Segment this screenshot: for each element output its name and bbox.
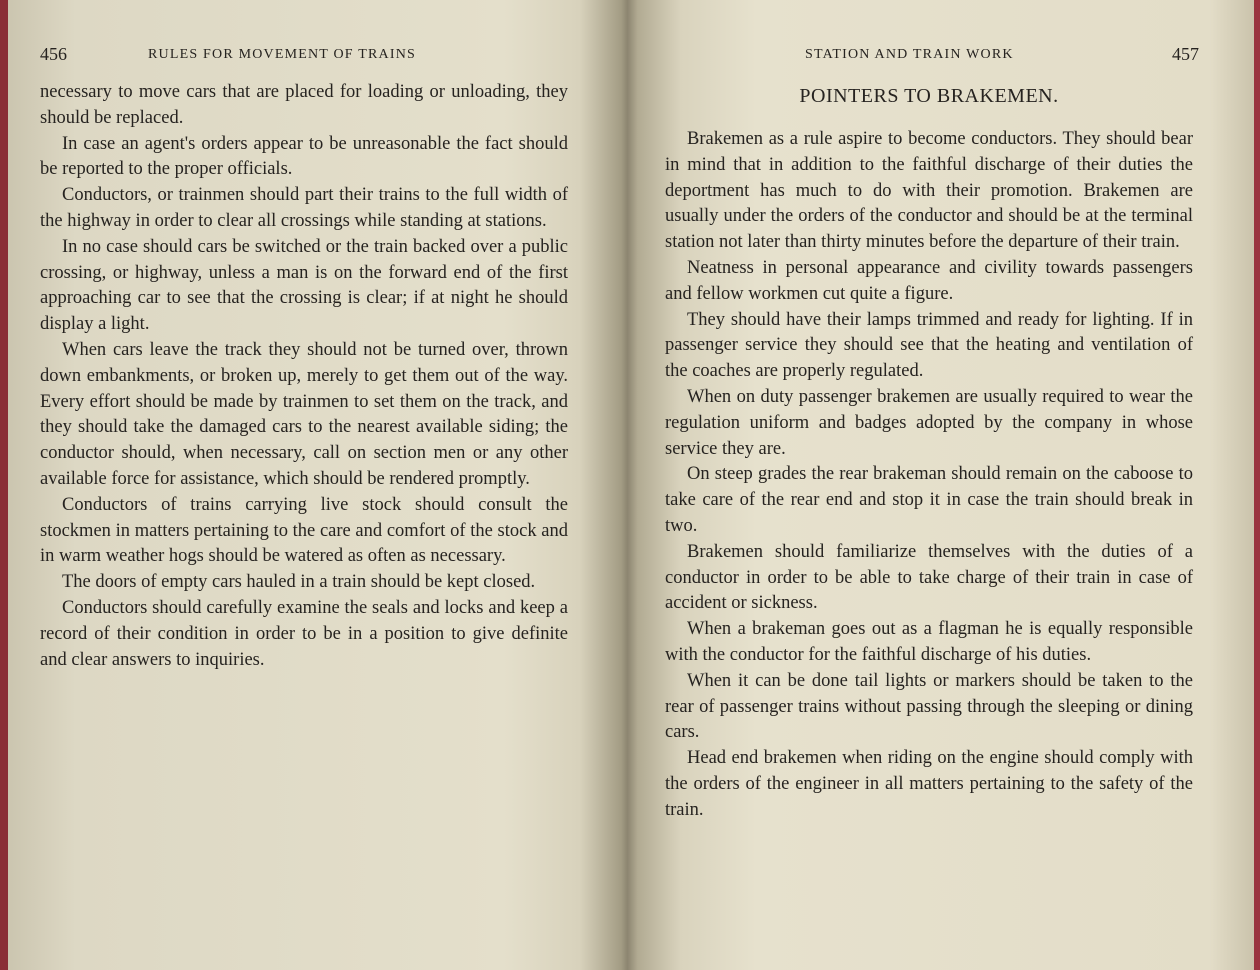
book-cover-edge-right xyxy=(1254,0,1260,970)
right-page-header xyxy=(665,42,1199,68)
paragraph: They should have their lamps trimmed and ready for lighting. If in passenger service they should see that the heating and ventilation of the coaches are properly regulated. xyxy=(665,309,1193,382)
paragraph: In no case should cars be switched or the train backed over a public crossing, or highway, unless a man is on the forward end of the first approaching car to see that the crossing is clear; if at night he should display a light. xyxy=(40,236,568,335)
paragraph: When cars leave the track they should not be turned over, thrown down embankments, or broken up, merely to get them out of the way. Every effort should be made by trainmen to set them on the track, and they should take the damaged cars to the nearest available siding; the conductor should, when necessary, call on section men or any other available force for assistance, which should be rendered promptly. xyxy=(40,339,568,489)
paragraph: Conductors should carefully examine the seals and locks and keep a record of their condition in order to be in a position to give definite and clear answers to inquiries. xyxy=(40,597,568,670)
running-head: STATION AND TRAIN WORK xyxy=(805,47,1014,62)
paragraph: Neatness in personal appearance and civility towards passengers and fellow workmen cut quite a figure. xyxy=(665,257,1193,304)
paragraph: Brakemen as a rule aspire to become conductors. They should bear in mind that in addition to the faithful discharge of their duties the deportment has much to do with their promotion. Brakemen are usually under the orders of the conductor and should be at the terminal station not later than thirty minutes before the departure of their train. xyxy=(665,129,1193,253)
paragraph: When it can be done tail lights or markers should be taken to the rear of passenger trains without passing through the sleeping or dining cars. xyxy=(665,670,1193,743)
paragraph: On steep grades the rear brakeman should remain on the caboose to take care of the rear end and stop it in case the train should break in two. xyxy=(665,464,1193,536)
paragraph: When a brakeman goes out as a flagman he is equally responsible with the conductor for the faithful discharge of his duties. xyxy=(665,619,1193,665)
paragraph: Conductors of trains carrying live stock should consult the stockmen in matters pertaining to the care and comfort of the stock and in warm weather hogs should be watered as often as necessary. xyxy=(40,494,568,567)
paragraph: Brakemen should familiarize themselves with the duties of a conductor in order to be able to take charge of their train in case of accident or sickness. xyxy=(665,541,1193,614)
book-cover-edge-left xyxy=(0,0,8,970)
paragraph: When on duty passenger brakemen are usually required to wear the regulation uniform and badges adopted by the company in whose service they are. xyxy=(665,386,1193,459)
paragraph: Conductors, or trainmen should part their trains to the full width of the highway in order to clear all crossings while standing at stations. xyxy=(40,185,568,231)
running-head: RULES FOR MOVEMENT OF TRAINS xyxy=(148,47,417,62)
page-number: 456 xyxy=(40,44,67,64)
left-page-body xyxy=(40,80,568,673)
paragraph: Head end brakemen when riding on the engine should comply with the orders of the engineer in all matters pertaining to the safety of the train. xyxy=(665,748,1193,820)
paragraph: necessary to move cars that are placed for loading or unloading, they should be replaced. xyxy=(40,82,568,128)
section-title: POINTERS TO BRAKEMEN. xyxy=(799,85,1059,107)
right-page-body xyxy=(665,127,1193,824)
left-page-header xyxy=(40,42,568,68)
paragraph: In case an agent's orders appear to be unreasonable the fact should be reported to the proper officials. xyxy=(40,133,568,180)
paragraph: The doors of empty cars hauled in a train should be kept closed. xyxy=(62,572,536,593)
page-number: 457 xyxy=(1172,44,1199,64)
